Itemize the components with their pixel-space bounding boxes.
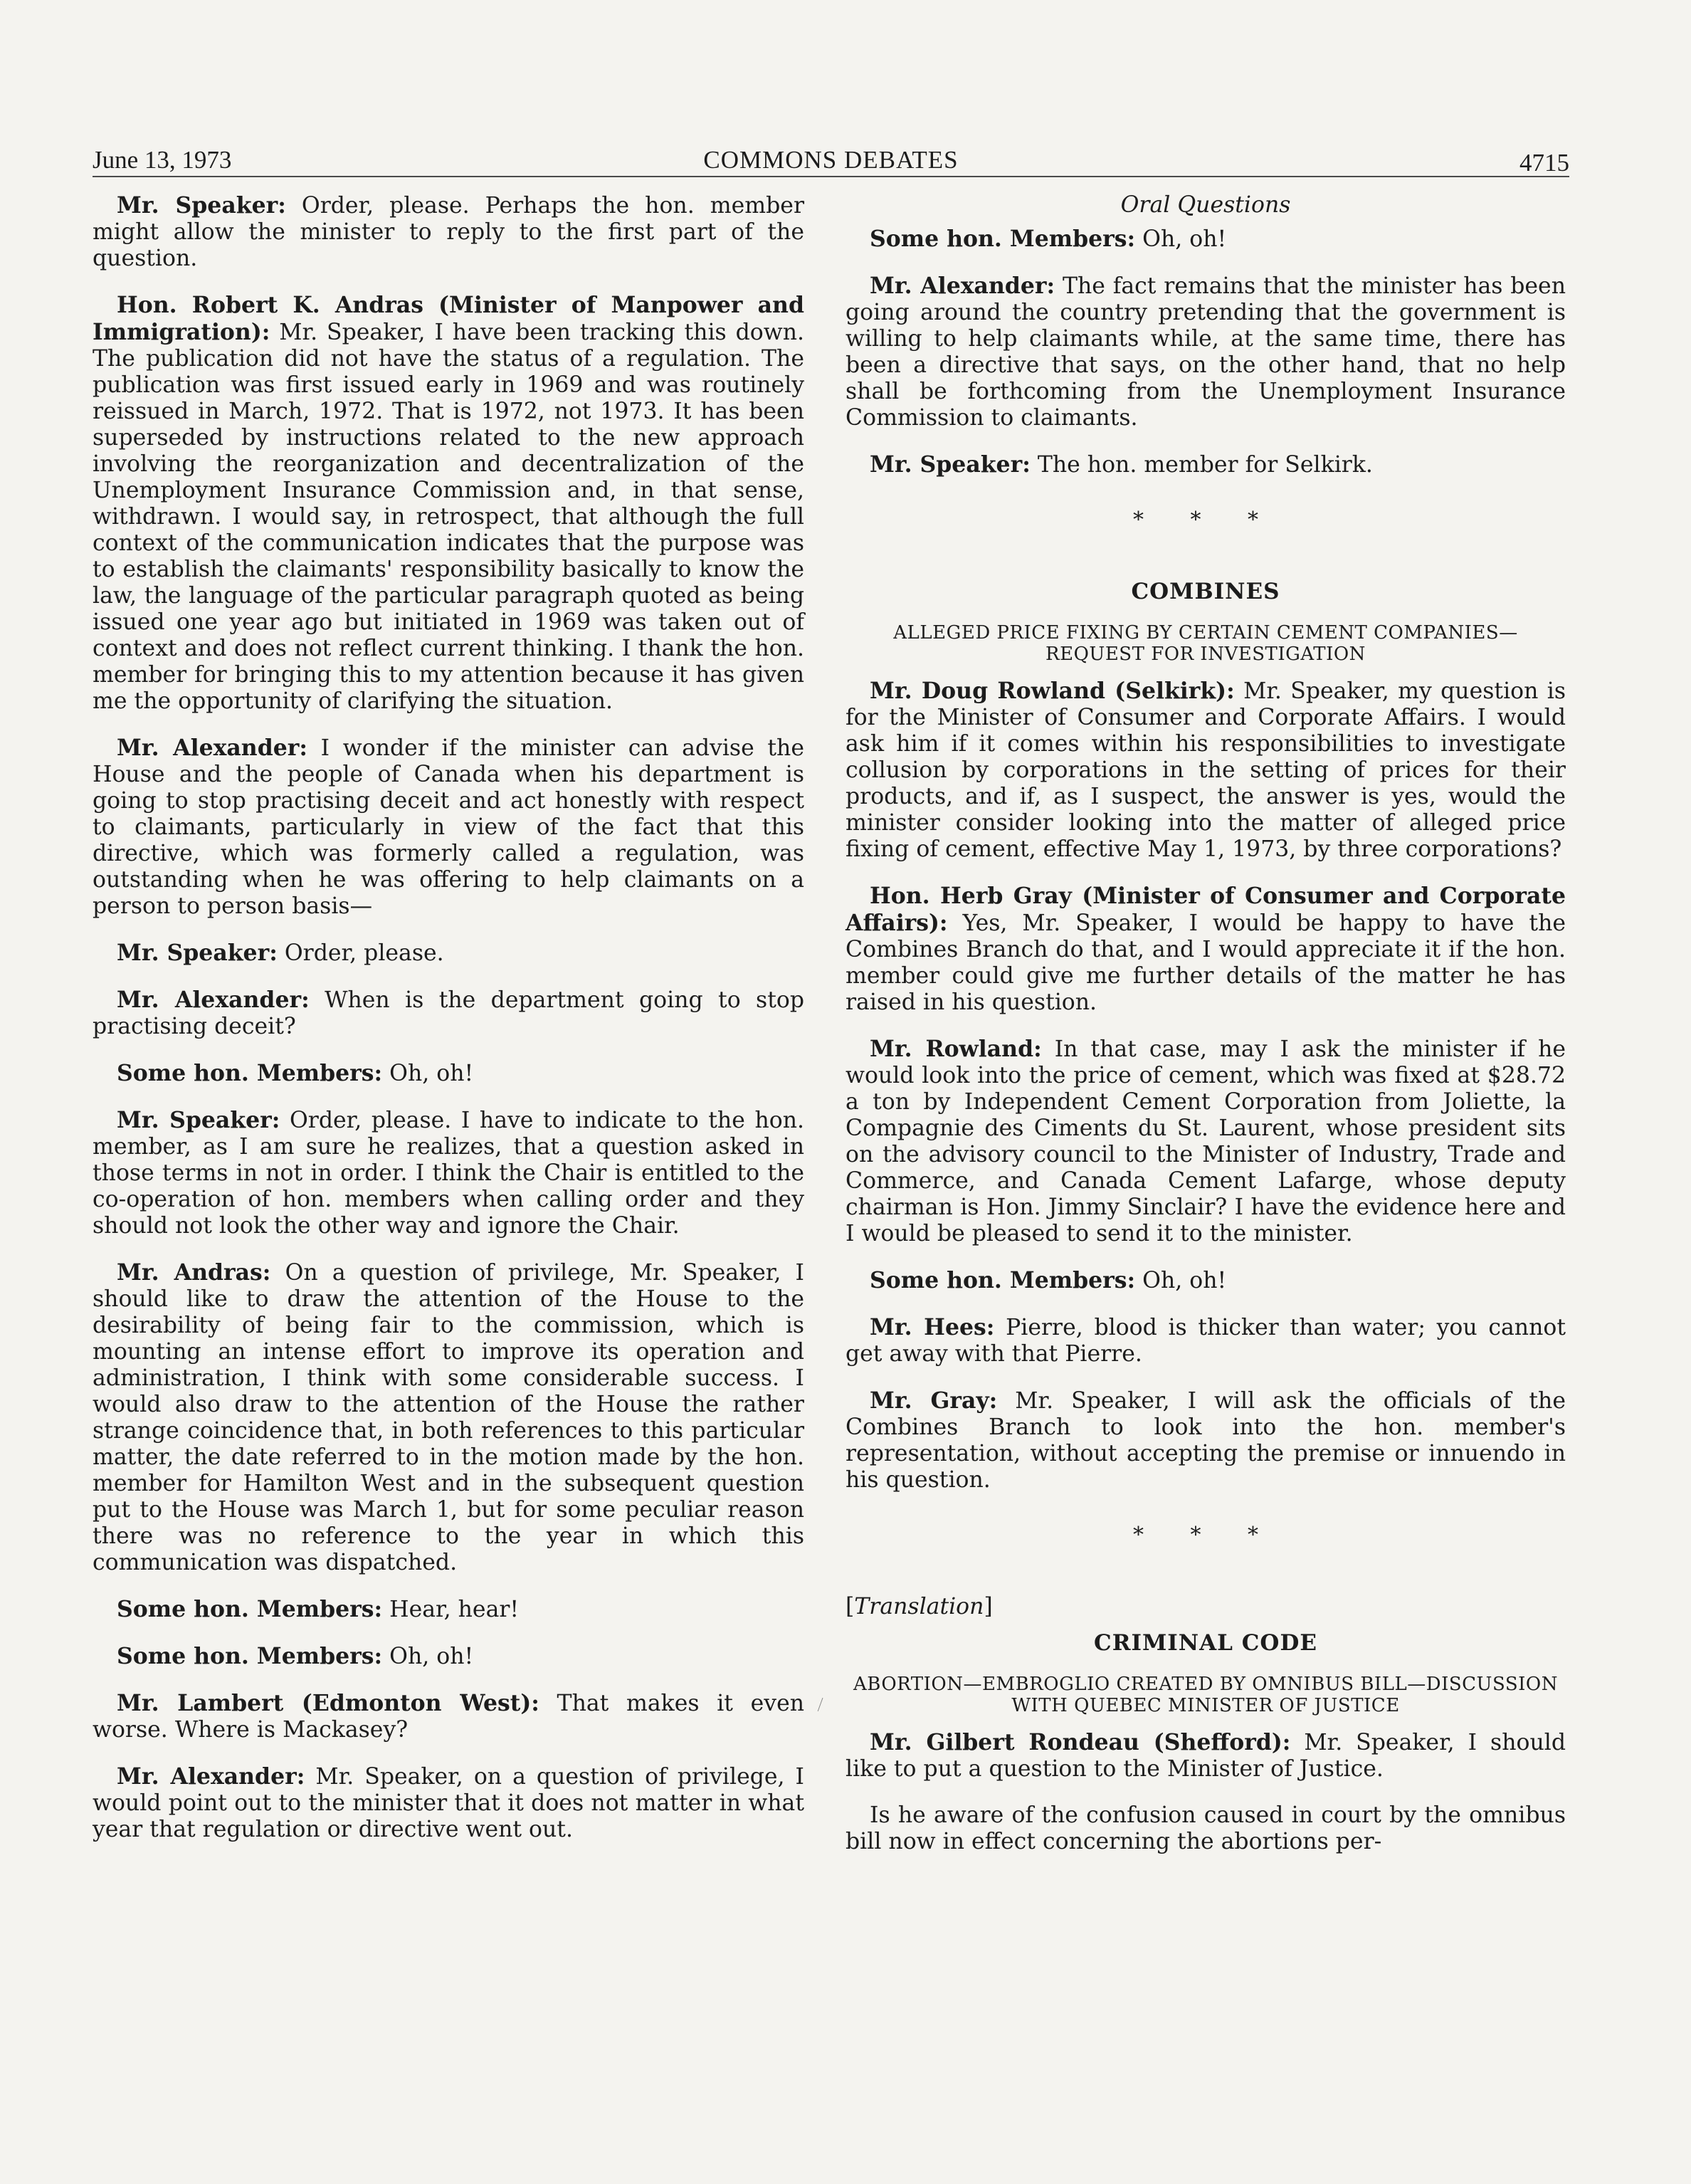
- speech-paragraph: [846, 1314, 1566, 1367]
- speaker-name: Mr. Lambert (Edmonton West):: [117, 1690, 539, 1716]
- section-subheading: ABORTION—EMBROGLIO CREATED BY OMNIBUS BILL—DISCUSSION WITH QUEBEC MINISTER OF JUSTICE: [853, 1674, 1558, 1716]
- speech-text: Mr. Speaker, I will ask the officials of the Combines Branch to look into the hon. member's representation, without accepting the premise or innuendo in his question.: [846, 1388, 1566, 1493]
- section-heading: CRIMINAL CODE: [1094, 1630, 1317, 1656]
- speech-text: In that case, may I ask the minister if he would look into the price of cement, which was fixed at $28.72 a ton by Independent Cement Corporation from Joliette, la Compagnie des Ciments du St. Laurent, whose president sits on the advisory council to the Minister of Industry, Trade and Commerce, and Canada Cement Lafarge, whose deputy chairman is Hon. Jimmy Sinclair? I have the evidence here and I would be pleased to send it to the minister.: [846, 1036, 1566, 1246]
- section-subheading: ALLEGED PRICE FIXING BY CERTAIN CEMENT COMPANIES—REQUEST FOR INVESTIGATION: [893, 622, 1518, 665]
- speech-paragraph: [93, 292, 804, 715]
- speech-text: Order, please. I have to indicate to the hon. member, as I am sure he realizes, that a question asked in those terms in not in order. I think the Chair is entitled to the co-operation of hon. members when calling order and they should not look the other way and ignore the Chair.: [93, 1108, 804, 1239]
- speech-text: Oh, oh!: [382, 1061, 474, 1086]
- speaker-name: Mr. Speaker:: [117, 940, 278, 966]
- speech-paragraph: [846, 1036, 1566, 1247]
- speech-paragraph: [93, 940, 804, 967]
- speech-text: I wonder if the minister can advise the House and the people of Canada when his department is going to stop practising deceit and act honestly with respect to claimants, particularly in view of the fact that this directive, which was formerly called a regulation, was outstanding when he was offering to help claimants on a person to person basis—: [93, 735, 804, 919]
- speaker-name: Mr. Gilbert Rondeau (Shefford):: [870, 1729, 1291, 1755]
- speaker-name: Mr. Gray:: [870, 1387, 998, 1414]
- speech-paragraph: [846, 273, 1566, 431]
- speech-text: Yes, Mr. Speaker, I would be happy to have the Combines Branch do that, and I would appreciate it if the hon. member could give me further details of the matter he has raised in his question.: [846, 910, 1566, 1015]
- speaker-name: Mr. Doug Rowland (Selkirk):: [870, 678, 1235, 704]
- speech-text: Hear, hear!: [382, 1597, 520, 1622]
- speech-text: Mr. Speaker, I have been tracking this down. The publication did not have the status of a regulation. The publication was first issued early in 1969 and was routinely reissued in March, 1972. That is 1972, not 1973. It has been superseded by instructions related to the new approach involving the reorganization and decentralization of the Unemployment Insurance Commission and, in that sense, withdrawn. I would say, in retrospect, that although the full context of the communication indicates that the purpose was to establish the claimants' responsibility basically to know the law, the language of the particular paragraph quoted as being issued one year ago but initiated in 1969 was taken out of context and does not reflect current thinking. I thank the hon. member for bringing this to my attention because it has given me the opportunity of clarifying the situation.: [93, 320, 804, 714]
- speech-text: Order, please.: [277, 940, 444, 966]
- running-head: Oral Questions: [1120, 192, 1291, 218]
- speech-paragraph: [846, 1387, 1566, 1493]
- speaker-name: Mr. Speaker:: [117, 1107, 280, 1133]
- speech-paragraph: [93, 1107, 804, 1239]
- speaker-name: Mr. Alexander:: [117, 987, 310, 1013]
- section-separator: * * *: [1132, 1523, 1279, 1548]
- speaker-name: Some hon. Members:: [117, 1643, 383, 1669]
- speech-paragraph: [846, 451, 1566, 478]
- section-separator: * * *: [1132, 508, 1279, 532]
- section-heading: COMBINES: [1131, 579, 1280, 604]
- speech-text: Oh, oh!: [1135, 226, 1227, 252]
- speech-paragraph: [846, 1802, 1566, 1855]
- speaker-name: Mr. Speaker:: [870, 451, 1031, 478]
- speaker-name: Mr. Andras:: [117, 1259, 271, 1286]
- speech-paragraph: [846, 678, 1566, 863]
- speech-paragraph: [93, 735, 804, 920]
- speaker-name: Hon. Robert K. Andras (Minister of Manpower and Immigration):: [93, 292, 804, 345]
- header-page-number: 4715: [1519, 149, 1569, 177]
- speaker-name: Some hon. Members:: [870, 1267, 1136, 1293]
- speaker-name: Mr. Hees:: [870, 1314, 995, 1340]
- header-title: COMMONS DEBATES: [703, 146, 959, 174]
- speech-paragraph: [93, 1690, 804, 1743]
- right-column: [846, 192, 1566, 1855]
- speaker-name: Mr. Alexander:: [870, 273, 1055, 299]
- speech-paragraph: [93, 1060, 804, 1087]
- speech-paragraph: [93, 1259, 804, 1576]
- header-date: June 13, 1973: [93, 146, 232, 174]
- speech-paragraph: [93, 192, 804, 272]
- speech-text: Pierre, blood is thicker than water; you cannot get away with that Pierre.: [846, 1315, 1566, 1367]
- translation-note: [Translation]: [846, 1594, 993, 1619]
- translation-label: Translation: [854, 1594, 984, 1619]
- speech-paragraph: [846, 226, 1566, 253]
- speaker-name: Some hon. Members:: [117, 1596, 383, 1622]
- speech-text: Is he aware of the confusion caused in court by the omnibus bill now in effect concerning the abortions per-: [846, 1802, 1566, 1854]
- speech-text: The fact remains that the minister has been going around the country pretending that the government is willing to help claimants while, at the same time, there has been a directive that says, on the other hand, that no help shall be forthcoming from the Unemployment Insurance Commission to claimants.: [846, 273, 1566, 431]
- speaker-name: Mr. Alexander:: [117, 1763, 305, 1790]
- speech-text: Order, please. Perhaps the hon. member might allow the minister to reply to the first part of the question.: [93, 193, 805, 271]
- speech-paragraph: [93, 1596, 804, 1623]
- header-rule: [93, 176, 1569, 177]
- speech-paragraph: [846, 1267, 1566, 1294]
- speech-text: On a question of privilege, Mr. Speaker, I should like to draw the attention of the House to the desirability of being fair to the commission, which is mounting an intense effort to improve its operation and administration, I think with some considerable success. I would also draw to the attention of the House the rather strange coincidence that, in both references to this particular matter, the date referred to in the motion made by the hon. member for Hamilton West and in the subsequent question put to the House was March 1, but for some peculiar reason there was no reference to the year in which this communication was dispatched.: [93, 1260, 804, 1575]
- speech-text: Oh, oh!: [382, 1644, 474, 1669]
- speech-text: Mr. Speaker, on a question of privilege, I would point out to the minister that it does not matter in what year that regulation or directive went out.: [93, 1764, 804, 1842]
- speech-text: Oh, oh!: [1135, 1268, 1227, 1293]
- speech-text: That makes it even worse. Where is Mackasey?: [93, 1691, 804, 1743]
- speaker-name: Mr. Speaker:: [117, 192, 286, 219]
- left-column: [93, 192, 804, 1843]
- speech-text: The hon. member for Selkirk.: [1030, 452, 1373, 478]
- speaker-name: Hon. Herb Gray (Minister of Consumer and Corporate Affairs):: [846, 883, 1566, 936]
- speaker-name: Some hon. Members:: [117, 1060, 383, 1086]
- speaker-name: Mr. Rowland:: [870, 1036, 1042, 1062]
- speaker-name: Mr. Alexander:: [117, 735, 307, 761]
- speech-paragraph: [846, 883, 1566, 1016]
- speech-paragraph: [846, 1729, 1566, 1783]
- page-header: [93, 142, 1569, 178]
- speech-text: Mr. Speaker, I should like to put a question to the Minister of Justice.: [846, 1730, 1566, 1782]
- speech-paragraph: [93, 987, 804, 1040]
- speech-text: When is the department going to stop practising deceit?: [93, 987, 804, 1039]
- stray-mark: [818, 1698, 826, 1712]
- speech-paragraph: [93, 1643, 804, 1670]
- speaker-name: Some hon. Members:: [870, 226, 1136, 252]
- speech-text: Mr. Speaker, my question is for the Minister of Consumer and Corporate Affairs. I would ask him if it comes within his responsibilities to investigate collusion by corporations in the setting of prices for their products, and if, as I suspect, the answer is yes, would the minister consider looking into the matter of alleged price fixing of cement, effective May 1, 1973, by three corporations?: [846, 678, 1566, 862]
- speech-paragraph: [93, 1763, 804, 1843]
